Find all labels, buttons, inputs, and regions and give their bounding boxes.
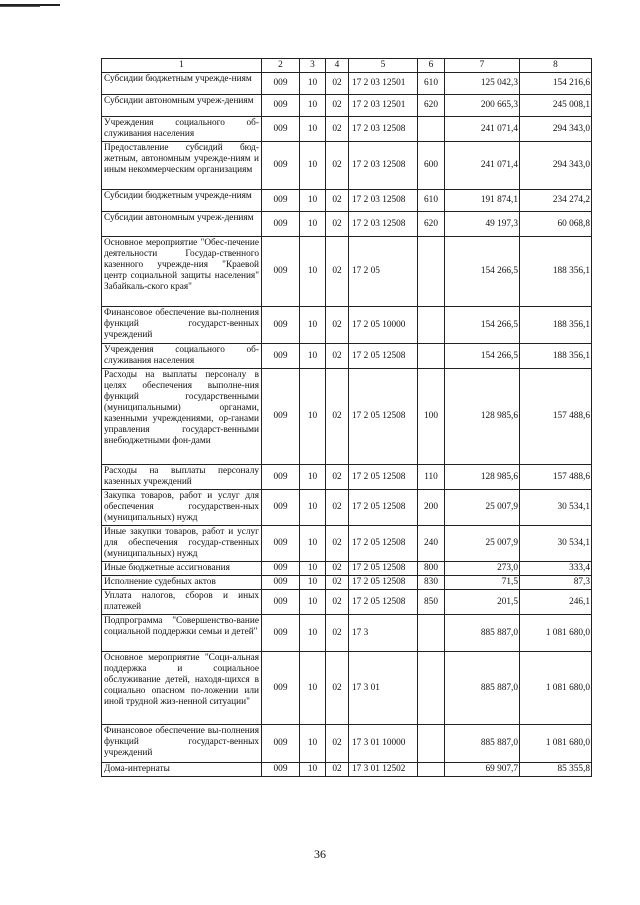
amount-col7-cell: 71,5 bbox=[445, 576, 520, 590]
section-code-cell: 10 bbox=[300, 562, 326, 576]
column-header: 4 bbox=[326, 59, 349, 73]
amount-col7-cell: 154 266,5 bbox=[445, 307, 520, 344]
target-item-cell: 17 2 05 10000 bbox=[349, 307, 418, 344]
table-row bbox=[102, 344, 592, 369]
expense-name-cell: Расходы на выплаты персоналу казенных учреждений bbox=[102, 465, 262, 490]
amount-col8-cell: 245 008,1 bbox=[520, 95, 592, 117]
section-code-cell: 10 bbox=[300, 763, 326, 777]
table-row bbox=[102, 526, 592, 562]
section-code-cell: 10 bbox=[300, 590, 326, 615]
subsection-code-cell: 02 bbox=[326, 576, 349, 590]
amount-col7-cell: 69 907,7 bbox=[445, 763, 520, 777]
table-row bbox=[102, 117, 592, 142]
section-code-cell: 10 bbox=[300, 73, 326, 95]
amount-col7-cell: 128 985,6 bbox=[445, 465, 520, 490]
expense-type-cell: 620 bbox=[418, 212, 445, 237]
section-code-cell: 10 bbox=[300, 237, 326, 307]
expense-name-cell: Финансовое обеспечение вы-полнения функций государст-венных учреждений bbox=[102, 725, 262, 763]
expense-type-cell: 620 bbox=[418, 95, 445, 117]
target-item-cell: 17 2 05 12508 bbox=[349, 562, 418, 576]
amount-col7-cell: 25 007,9 bbox=[445, 526, 520, 562]
table-row bbox=[102, 562, 592, 576]
amount-col7-cell: 885 887,0 bbox=[445, 652, 520, 725]
expense-type-cell bbox=[418, 117, 445, 142]
subsection-code-cell: 02 bbox=[326, 117, 349, 142]
target-item-cell: 17 2 03 12508 bbox=[349, 117, 418, 142]
amount-col7-cell: 191 874,1 bbox=[445, 190, 520, 212]
expense-name-cell: Учреждения социального об-служивания населения bbox=[102, 117, 262, 142]
subsection-code-cell: 02 bbox=[326, 95, 349, 117]
expense-name-cell: Субсидии автономным учреж-дениям bbox=[102, 212, 262, 237]
amount-col8-cell: 294 343,0 bbox=[520, 142, 592, 190]
amount-col8-cell: 1 081 680,0 bbox=[520, 615, 592, 652]
target-item-cell: 17 2 05 bbox=[349, 237, 418, 307]
amount-col8-cell: 154 216,6 bbox=[520, 73, 592, 95]
ministry-code-cell: 009 bbox=[262, 490, 300, 526]
section-code-cell: 10 bbox=[300, 576, 326, 590]
ministry-code-cell: 009 bbox=[262, 576, 300, 590]
section-code-cell: 10 bbox=[300, 465, 326, 490]
target-item-cell: 17 3 01 12502 bbox=[349, 763, 418, 777]
expense-name-cell: Субсидии автономным учреж-дениям bbox=[102, 95, 262, 117]
expense-type-cell bbox=[418, 652, 445, 725]
ministry-code-cell: 009 bbox=[262, 344, 300, 369]
expense-type-cell: 830 bbox=[418, 576, 445, 590]
expense-name-cell: Исполнение судебных актов bbox=[102, 576, 262, 590]
target-item-cell: 17 3 01 bbox=[349, 652, 418, 725]
ministry-code-cell: 009 bbox=[262, 652, 300, 725]
subsection-code-cell: 02 bbox=[326, 73, 349, 95]
expense-type-cell bbox=[418, 725, 445, 763]
table-row bbox=[102, 369, 592, 465]
expense-name-cell: Учреждения социального об-служивания населения bbox=[102, 344, 262, 369]
expense-name-cell: Иные закупки товаров, работ и услуг для обеспечения государ-ственных (муниципальных) нужд bbox=[102, 526, 262, 562]
target-item-cell: 17 2 05 12508 bbox=[349, 369, 418, 465]
target-item-cell: 17 2 05 12508 bbox=[349, 576, 418, 590]
amount-col8-cell: 30 534,1 bbox=[520, 526, 592, 562]
expense-type-cell: 610 bbox=[418, 73, 445, 95]
table-row bbox=[102, 142, 592, 190]
header-rule-thin bbox=[0, 6, 40, 7]
amount-col7-cell: 201,5 bbox=[445, 590, 520, 615]
amount-col8-cell: 1 081 680,0 bbox=[520, 652, 592, 725]
subsection-code-cell: 02 bbox=[326, 190, 349, 212]
target-item-cell: 17 3 bbox=[349, 615, 418, 652]
expense-name-cell: Предоставление субсидий бюд-жетным, автономным учрежде-ниям и иным некоммерческим организациям bbox=[102, 142, 262, 190]
expense-name-cell: Уплата налогов, сборов и иных платежей bbox=[102, 590, 262, 615]
ministry-code-cell: 009 bbox=[262, 590, 300, 615]
target-item-cell: 17 2 03 12508 bbox=[349, 190, 418, 212]
amount-col7-cell: 200 665,3 bbox=[445, 95, 520, 117]
subsection-code-cell: 02 bbox=[326, 237, 349, 307]
subsection-code-cell: 02 bbox=[326, 763, 349, 777]
subsection-code-cell: 02 bbox=[326, 344, 349, 369]
section-code-cell: 10 bbox=[300, 212, 326, 237]
amount-col7-cell: 49 197,3 bbox=[445, 212, 520, 237]
expense-name-cell: Подпрограмма "Совершенство-вание социальной поддержки семьи и детей" bbox=[102, 615, 262, 652]
target-item-cell: 17 2 03 12508 bbox=[349, 142, 418, 190]
amount-col7-cell: 25 007,9 bbox=[445, 490, 520, 526]
section-code-cell: 10 bbox=[300, 344, 326, 369]
amount-col8-cell: 157 488,6 bbox=[520, 465, 592, 490]
amount-col7-cell: 154 266,5 bbox=[445, 344, 520, 369]
subsection-code-cell: 02 bbox=[326, 490, 349, 526]
page-number: 36 bbox=[314, 847, 326, 861]
subsection-code-cell: 02 bbox=[326, 590, 349, 615]
budget-table bbox=[101, 58, 592, 777]
table-row bbox=[102, 95, 592, 117]
amount-col8-cell: 234 274,2 bbox=[520, 190, 592, 212]
target-item-cell: 17 2 03 12508 bbox=[349, 212, 418, 237]
subsection-code-cell: 02 bbox=[326, 725, 349, 763]
expense-type-cell: 240 bbox=[418, 526, 445, 562]
amount-col7-cell: 273,0 bbox=[445, 562, 520, 576]
amount-col8-cell: 30 534,1 bbox=[520, 490, 592, 526]
section-code-cell: 10 bbox=[300, 369, 326, 465]
column-header: 2 bbox=[262, 59, 300, 73]
expense-type-cell bbox=[418, 237, 445, 307]
amount-col8-cell: 87,3 bbox=[520, 576, 592, 590]
amount-col8-cell: 85 355,8 bbox=[520, 763, 592, 777]
ministry-code-cell: 009 bbox=[262, 142, 300, 190]
ministry-code-cell: 009 bbox=[262, 95, 300, 117]
ministry-code-cell: 009 bbox=[262, 562, 300, 576]
amount-col7-cell: 241 071,4 bbox=[445, 142, 520, 190]
ministry-code-cell: 009 bbox=[262, 73, 300, 95]
amount-col7-cell: 128 985,6 bbox=[445, 369, 520, 465]
amount-col8-cell: 246,1 bbox=[520, 590, 592, 615]
table-row bbox=[102, 652, 592, 725]
table-row bbox=[102, 212, 592, 237]
table-row bbox=[102, 190, 592, 212]
target-item-cell: 17 2 05 12508 bbox=[349, 465, 418, 490]
ministry-code-cell: 009 bbox=[262, 615, 300, 652]
section-code-cell: 10 bbox=[300, 526, 326, 562]
section-code-cell: 10 bbox=[300, 490, 326, 526]
ministry-code-cell: 009 bbox=[262, 465, 300, 490]
table-row bbox=[102, 576, 592, 590]
target-item-cell: 17 2 05 12508 bbox=[349, 526, 418, 562]
ministry-code-cell: 009 bbox=[262, 307, 300, 344]
ministry-code-cell: 009 bbox=[262, 369, 300, 465]
expense-name-cell: Субсидии бюджетным учрежде-ниям bbox=[102, 73, 262, 95]
amount-col7-cell: 885 887,0 bbox=[445, 615, 520, 652]
section-code-cell: 10 bbox=[300, 95, 326, 117]
amount-col7-cell: 154 266,5 bbox=[445, 237, 520, 307]
column-header: 1 bbox=[102, 59, 262, 73]
amount-col7-cell: 125 042,3 bbox=[445, 73, 520, 95]
table-row bbox=[102, 725, 592, 763]
subsection-code-cell: 02 bbox=[326, 307, 349, 344]
expense-name-cell: Дома-интернаты bbox=[102, 763, 262, 777]
column-header: 3 bbox=[300, 59, 326, 73]
expense-name-cell: Закупка товаров, работ и услуг для обеспечения государствен-ных (муниципальных) нужд bbox=[102, 490, 262, 526]
ministry-code-cell: 009 bbox=[262, 212, 300, 237]
section-code-cell: 10 bbox=[300, 652, 326, 725]
table-row bbox=[102, 590, 592, 615]
subsection-code-cell: 02 bbox=[326, 142, 349, 190]
expense-type-cell: 610 bbox=[418, 190, 445, 212]
expense-type-cell: 600 bbox=[418, 142, 445, 190]
subsection-code-cell: 02 bbox=[326, 369, 349, 465]
table-row bbox=[102, 307, 592, 344]
subsection-code-cell: 02 bbox=[326, 615, 349, 652]
target-item-cell: 17 3 01 10000 bbox=[349, 725, 418, 763]
amount-col8-cell: 188 356,1 bbox=[520, 237, 592, 307]
ministry-code-cell: 009 bbox=[262, 526, 300, 562]
expense-name-cell: Основное мероприятие "Соци-альная поддержка и социальное обслуживание детей, находя-щихся в социально опасном по-ложении или иной трудной жиз-ненной ситуации" bbox=[102, 652, 262, 725]
expense-name-cell: Иные бюджетные ассигнования bbox=[102, 562, 262, 576]
column-header: 6 bbox=[418, 59, 445, 73]
section-code-cell: 10 bbox=[300, 190, 326, 212]
target-item-cell: 17 2 03 12501 bbox=[349, 73, 418, 95]
expense-name-cell: Основное мероприятие "Обес-печение деятельности Государ-ственного казенного учрежде-ния "Краевой центр социальной защиты населения" Забайкаль-ского края" bbox=[102, 237, 262, 307]
expense-type-cell: 800 bbox=[418, 562, 445, 576]
section-code-cell: 10 bbox=[300, 117, 326, 142]
section-code-cell: 10 bbox=[300, 615, 326, 652]
target-item-cell: 17 2 03 12501 bbox=[349, 95, 418, 117]
table-row bbox=[102, 237, 592, 307]
expense-type-cell bbox=[418, 307, 445, 344]
amount-col7-cell: 241 071,4 bbox=[445, 117, 520, 142]
amount-col8-cell: 188 356,1 bbox=[520, 344, 592, 369]
table-row bbox=[102, 73, 592, 95]
table-row bbox=[102, 490, 592, 526]
amount-col8-cell: 294 343,0 bbox=[520, 117, 592, 142]
subsection-code-cell: 02 bbox=[326, 212, 349, 237]
expense-type-cell: 110 bbox=[418, 465, 445, 490]
amount-col8-cell: 60 068,8 bbox=[520, 212, 592, 237]
section-code-cell: 10 bbox=[300, 307, 326, 344]
amount-col8-cell: 157 488,6 bbox=[520, 369, 592, 465]
column-header: 7 bbox=[445, 59, 520, 73]
column-header: 5 bbox=[349, 59, 418, 73]
amount-col8-cell: 333,4 bbox=[520, 562, 592, 576]
expense-name-cell: Финансовое обеспечение вы-полнения функций государст-венных учреждений bbox=[102, 307, 262, 344]
amount-col8-cell: 188 356,1 bbox=[520, 307, 592, 344]
amount-col7-cell: 885 887,0 bbox=[445, 725, 520, 763]
expense-type-cell bbox=[418, 615, 445, 652]
target-item-cell: 17 2 05 12508 bbox=[349, 590, 418, 615]
expense-name-cell: Субсидии бюджетным учрежде-ниям bbox=[102, 190, 262, 212]
ministry-code-cell: 009 bbox=[262, 117, 300, 142]
expense-type-cell bbox=[418, 344, 445, 369]
column-header: 8 bbox=[520, 59, 592, 73]
table-row bbox=[102, 615, 592, 652]
header-row bbox=[102, 59, 592, 73]
ministry-code-cell: 009 bbox=[262, 763, 300, 777]
subsection-code-cell: 02 bbox=[326, 652, 349, 725]
subsection-code-cell: 02 bbox=[326, 562, 349, 576]
table-row bbox=[102, 763, 592, 777]
expense-type-cell bbox=[418, 763, 445, 777]
ministry-code-cell: 009 bbox=[262, 725, 300, 763]
amount-col8-cell: 1 081 680,0 bbox=[520, 725, 592, 763]
table-row bbox=[102, 465, 592, 490]
expense-type-cell: 850 bbox=[418, 590, 445, 615]
ministry-code-cell: 009 bbox=[262, 190, 300, 212]
section-code-cell: 10 bbox=[300, 725, 326, 763]
section-code-cell: 10 bbox=[300, 142, 326, 190]
target-item-cell: 17 2 05 12508 bbox=[349, 490, 418, 526]
subsection-code-cell: 02 bbox=[326, 526, 349, 562]
expense-type-cell: 200 bbox=[418, 490, 445, 526]
ministry-code-cell: 009 bbox=[262, 237, 300, 307]
expense-name-cell: Расходы на выплаты персоналу в целях обеспечения выполне-ния функций государственными (муниципальными) органами, казенными учреждениями, ор-ганами управления государст-венными внебюджетными фон-дами bbox=[102, 369, 262, 465]
target-item-cell: 17 2 05 12508 bbox=[349, 344, 418, 369]
subsection-code-cell: 02 bbox=[326, 465, 349, 490]
expense-type-cell: 100 bbox=[418, 369, 445, 465]
